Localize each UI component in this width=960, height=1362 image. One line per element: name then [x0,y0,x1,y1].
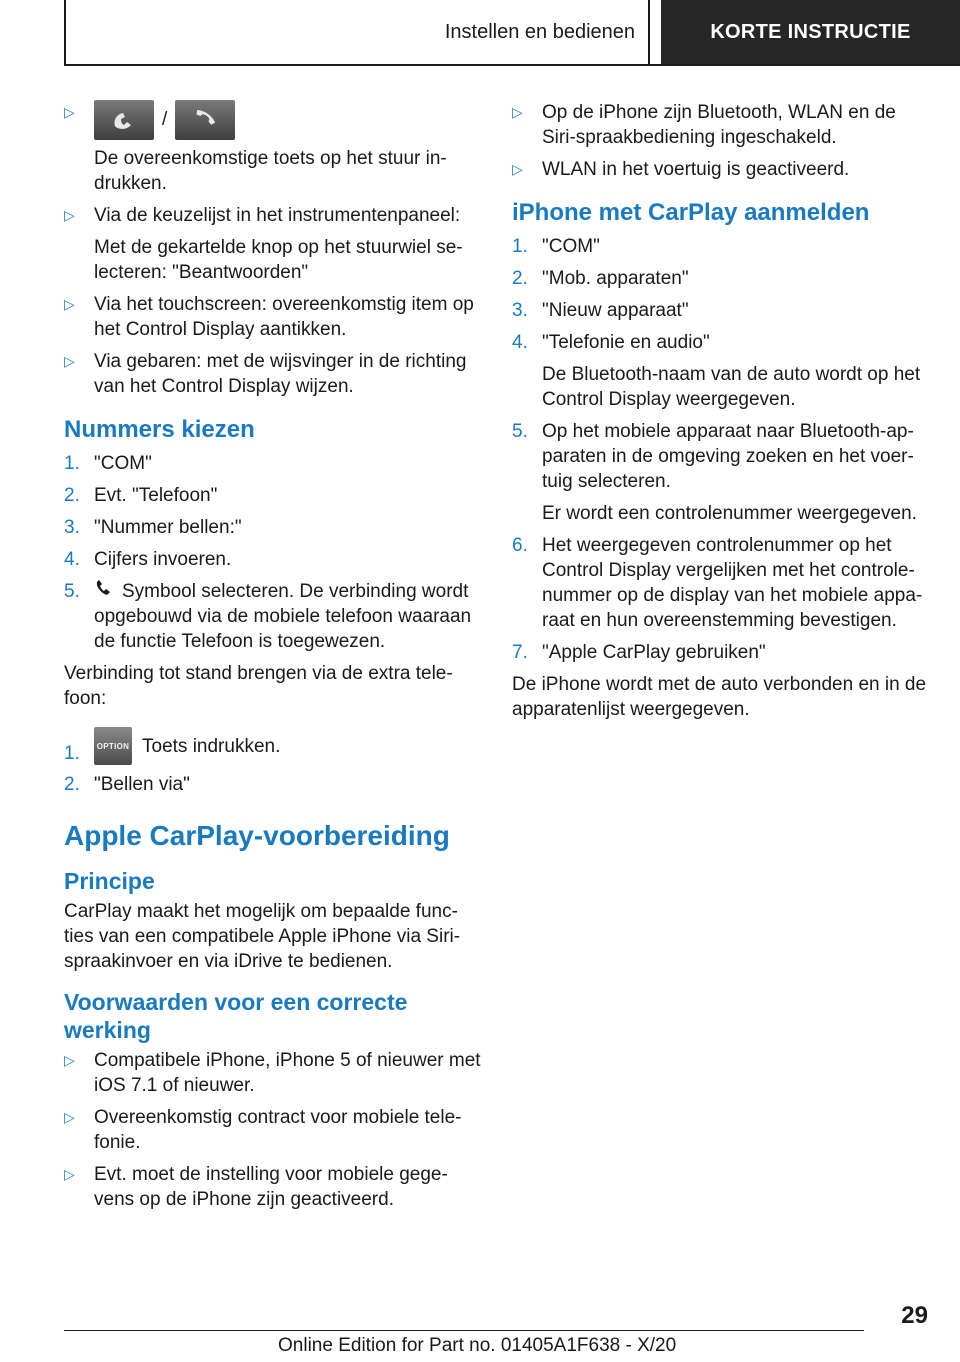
step-number: 5. [512,421,528,442]
requirement-item [64,1105,482,1155]
heading-register-iphone: iPhone met CarPlay aanmelden [512,199,870,226]
bullet-triangle-icon: ▷ [64,1109,75,1126]
step-text: "COM" [94,453,152,474]
dial-step [64,451,482,476]
step-number: 2. [512,268,528,289]
step-text: Toets indrukken. [142,735,281,757]
extra-step [64,727,482,765]
step-number: 5. [64,581,80,602]
bullet-steering-keys [64,100,482,196]
bullet-triangle-icon: ▷ [64,207,75,223]
principle-paragraph: CarPlay maakt het mogelijk om bepaalde func-ties van een compatibele Apple iPhone via Siri-spraakinvoer en via iDrive te bedienen. [64,901,461,973]
bullet-triangle-icon: ▷ [512,104,523,120]
icon-separator: / [162,109,168,131]
step-text: "Telefonie en audio" [542,332,710,353]
bullet-text: Via de keuzelijst in het instrumentenpaneel: [94,205,461,226]
dial-step [64,547,482,572]
right-column [512,100,932,729]
register-step [512,234,932,259]
heading-dial-numbers: Nummers kiezen [64,416,255,443]
bullet-triangle-icon: ▷ [64,1166,75,1183]
dial-step [64,579,482,654]
step-number: 7. [512,642,528,663]
register-step [512,640,932,665]
dial-step [64,515,482,540]
step-text: "Nieuw apparaat" [542,300,689,321]
step-text: Evt. "Telefoon" [94,485,218,506]
bullet-triangle-icon: ▷ [64,104,75,120]
bullet-text: WLAN in het voertuig is geactiveerd. [542,159,850,180]
register-step [512,266,932,291]
requirement-item [512,100,932,150]
heading-principle: Principe [64,868,155,895]
step-number: 2. [64,774,80,796]
step-number: 1. [64,453,80,474]
step-text: "Nummer bellen:" [94,517,242,538]
bullet-triangle-icon: ▷ [64,296,75,312]
step-number: 4. [64,549,80,570]
bullet-text: De overeenkomstige toets op het stuur in-drukken. [94,148,447,194]
extra-phone-paragraph: Verbinding tot stand brengen via de extra tele-foon: [64,663,453,710]
bullet-text: Op de iPhone zijn Bluetooth, WLAN en de Siri-spraakbediening ingeschakeld. [542,102,896,148]
step-number: 3. [64,517,80,538]
bullet-touchscreen [64,292,482,342]
footer-edition: Online Edition for Part no. 01405A1F638 - X/20 [278,1335,677,1356]
header-rule [64,64,960,66]
page-number: 29 [901,1302,928,1329]
header-chapter-tab: KORTE INSTRUCTIE [661,0,960,64]
bullet-text: Via gebaren: met de wijsvinger in de richting van het Control Display wijzen. [94,351,467,397]
step-number: 3. [512,300,528,321]
phone-accept-icon [94,100,154,140]
left-column [64,100,482,1219]
step-subtext: Er wordt een controlenummer weergegeven. [542,503,917,524]
step-text: "Bellen via" [94,774,190,796]
option-button-icon: OPTION [94,727,132,765]
requirement-item [64,1048,482,1098]
register-step [512,533,932,633]
bullet-text: Via het touchscreen: overeenkomstig item op het Control Display aantikken. [94,294,474,340]
phone-hangup-icon [175,100,235,140]
step-number: 1. [64,743,80,765]
step-number: 1. [512,236,528,257]
closing-paragraph: De iPhone wordt met de auto verbonden en in de apparatenlijst weergegeven. [512,674,927,720]
phone-symbol-icon [94,579,114,604]
bullet-triangle-icon: ▷ [64,353,75,369]
footer-rule [64,1330,864,1331]
register-step [512,330,932,412]
bullet-text: Evt. moet de instelling voor mobiele gege-vens op de iPhone zijn geactiveerd. [94,1164,448,1211]
extra-step [64,772,482,797]
requirement-item [64,1162,482,1212]
register-step [512,298,932,323]
heading-carplay-preparation: Apple CarPlay-voorbereiding [64,820,450,852]
step-text: Op het mobiele apparaat naar Bluetooth-ap-paraten in de omgeving zoeken en het voer-tuig selecteren. [542,421,914,492]
step-subtext: De Bluetooth-naam van de auto wordt op het Control Display weergegeven. [542,364,921,410]
bullet-selection-list [64,203,482,285]
step-text: "Mob. apparaten" [542,268,689,289]
header-divider [648,0,650,66]
step-number: 2. [64,485,80,506]
step-number: 6. [512,535,528,556]
bullet-triangle-icon: ▷ [64,1052,75,1069]
step-text: Cijfers invoeren. [94,549,232,570]
header-section-title: Instellen en bedienen [444,20,635,43]
bullet-text: Compatibele iPhone, iPhone 5 of nieuwer met iOS 7.1 of nieuwer. [94,1050,481,1097]
step-number: 4. [512,332,528,353]
requirement-item [512,157,932,182]
bullet-text: Overeenkomstig contract voor mobiele tele-fonie. [94,1107,462,1154]
dial-step [64,483,482,508]
bullet-subtext: Met de gekartelde knop op het stuurwiel se-lecteren: "Beantwoorden" [94,237,463,283]
step-text: "Apple CarPlay gebruiken" [542,642,766,663]
step-text: Het weergegeven controlenummer op het Control Display vergelijken met het controle-nummer op de display van het mobiele appa-raat en hun overeenstemming bevestigen. [542,535,923,631]
register-step [512,419,932,526]
step-text: "COM" [542,236,600,257]
bullet-gestures [64,349,482,399]
bullet-triangle-icon: ▷ [512,161,523,177]
step-text: Symbool selecteren. De verbinding wordt opgebouwd via de mobiele telefoon waaraan de functie Telefoon is toegewezen. [94,581,472,653]
heading-requirements: Voorwaarden voor een correcte werking [64,989,408,1044]
